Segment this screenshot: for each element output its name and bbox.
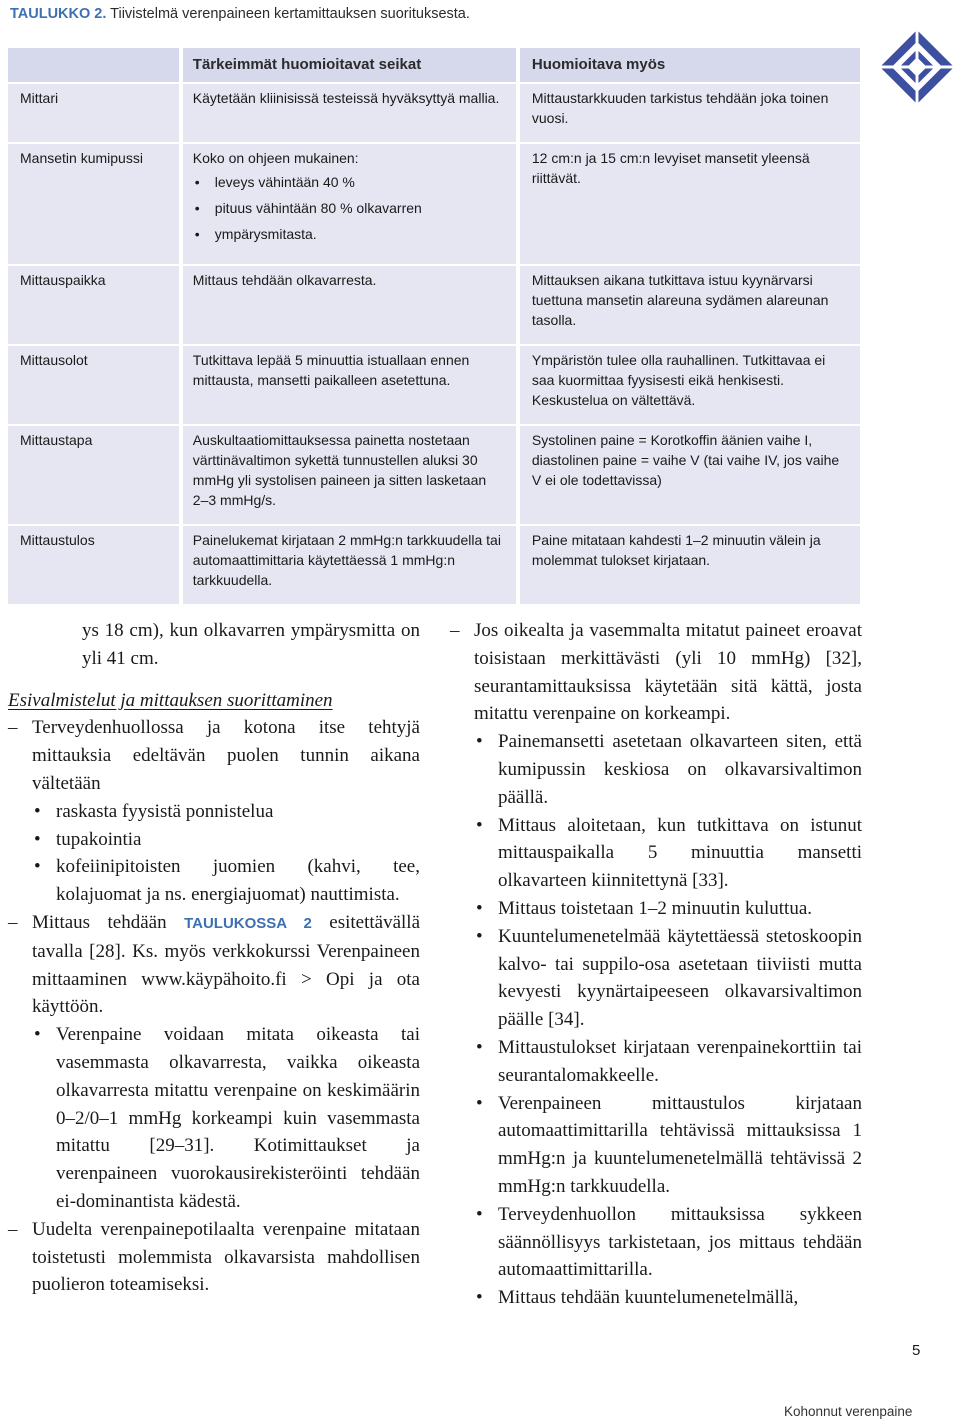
row-main: Tutkittava lepää 5 minuuttia istuallaan ennen mittausta, mansetti paikalleen asetettuna. [192, 352, 470, 388]
size-bullet-list [193, 172, 502, 244]
paragraph: ys 18 cm), kun olkavarren ympärysmitta on yli 41 cm. [82, 620, 420, 669]
bullet-item: • tupakointia [8, 826, 420, 854]
row-also: 12 cm:n ja 15 cm:n levyiset mansetit yleensä riittävät. [531, 150, 810, 186]
row-main: Käytetään kliinisissä testeissä hyväksyttyä mallia. [192, 90, 500, 106]
bullet-item: • Mittaus aloitetaan, kun tutkittava on istunut mittauspaikalla 5 minuuttia mansetti olkavarteen kiinnitettynä [33]. [450, 812, 862, 895]
row-main: Auskultaatiomittauksessa painetta nostetaan värttinävaltimon sykettä tunnustellen aluksi 30 mmHg yli systolisen paineen ja sitten lasketaan 2–3 mmHg/s. [192, 432, 487, 508]
dash-item: – Terveydenhuollossa ja kotona itse tehtyjä mittauksia edeltävän puolen tunnin aikana vältetään [8, 714, 420, 797]
table-row [8, 426, 860, 524]
table-header-row [8, 48, 860, 82]
bullet-item: • raskasta fyysistä ponnistelua [8, 798, 420, 826]
bullet-item: • Verenpaineen mittaustulos kirjataan automaattimittarilla tehtävissä mittauksissa 1 mmHg:n ja kuuntelumenetelmällä tehtävissä 2 mmHg:n tarkkuudella. [450, 1090, 862, 1201]
list-item: • leveys vähintään 40 % [193, 172, 502, 192]
page-number: 5 [912, 1342, 921, 1359]
bullet-item: • Terveydenhuollon mittauksissa sykkeen säännöllisyys tarkistetaan, jos mittaus tehdään automaattimittarilla. [450, 1201, 862, 1284]
bullet-item: • Kuuntelumenetelmää käytettäessä stetoskoopin kalvo- tai suppilo-osa asetetaan tiiviisti mutta kevyesti kyynärtaipeeseen olkavarsivaltimon päälle [34]. [450, 923, 862, 1034]
bullet-item: • Painemansetti asetetaan olkavarteen siten, että kumipussin keskiosa on olkavarsivaltimon päällä. [450, 728, 862, 811]
left-text-column [8, 617, 420, 1299]
dash-text: Mittaus tehdään [32, 911, 185, 933]
row-main-with-bullets [193, 144, 502, 264]
row-label: Mittaustapa [20, 432, 93, 448]
row-label: Mansetin kumipussi [20, 150, 143, 166]
row-also: Systolinen paine = Korotkoffin äänien vaihe I, diastolinen paine = vaihe V (tai vaihe IV, jos vaihe V ei ole todettavissa) [531, 432, 840, 488]
row-also: Mittauksen aikana tutkittava istuu kyynärvarsi tuettuna mansetin alareuna sydämen alareunan tasolla. [531, 272, 829, 328]
table-row [8, 526, 860, 604]
bullet-item: • kofeiinipitoisten juomien (kahvi, tee, kolajuomat ja ns. energiajuomat) nauttimista. [8, 853, 420, 909]
list-item: • pituus vähintään 80 % olkavarren [193, 198, 502, 218]
table-caption-text: Tiivistelmä verenpaineen kertamittauksen suorituksesta. [106, 6, 470, 22]
header-cell-also: Huomioitava myös [516, 48, 860, 82]
table-caption [10, 6, 470, 22]
bullet-item: • Mittaustulokset kirjataan verenpainekorttiin tai seurantalomakkeelle. [450, 1034, 862, 1090]
row-label: Mittausolot [20, 352, 88, 368]
diamond-logo-icon [878, 28, 956, 106]
row-label: Mittauspaikka [20, 272, 106, 288]
table-row [8, 266, 860, 344]
dash-item: – Uudelta verenpainepotilaalta verenpaine mitataan toistetusti molemmista olkavarsista mahdollisen puolieron toteamiseksi. [8, 1216, 420, 1299]
dash-item: – Jos oikealta ja vasemmalta mitatut paineet eroavat toisistaan merkittävästi (yli 10 mmHg) [32], seurantamittauksissa käytetään sitä kättä, josta mitattu verenpaine on korkeampi. [450, 617, 862, 728]
dash-text: esitettävällä tavalla [28]. Ks. myös verkkokurssi Verenpaineen mittaaminen www.käypähoito.fi > Opi ja ota käyttöön. [32, 911, 421, 1018]
header-cell-main: Tärkeimmät huomioitavat seikat [179, 48, 516, 82]
bullet-item: • Mittaus tehdään kuuntelumenetelmällä, [450, 1284, 862, 1312]
section-heading: Esivalmistelut ja mittauksen suorittaminen [8, 689, 333, 711]
bullet-item: • Verenpaine voidaan mitata oikeasta tai vasemmasta olkavarresta, vaikka oikeasta olkavarresta mitattu verenpaine on keskimäärin 0–2/0–1 mmHg korkeampi kuin vasemmasta mitattu [29–31]. Kotimittaukset ja verenpaineen vuorokausirekisteröinti tehdään ei-dominantista kädestä. [8, 1021, 420, 1216]
row-main: Mittaus tehdään olkavarresta. [192, 272, 377, 288]
row-main: Koko on ohjeen mukainen: [192, 150, 359, 166]
row-label: Mittari [20, 90, 59, 106]
dash-item [8, 909, 420, 1021]
table-row [8, 346, 860, 424]
page-footer: Kohonnut verenpaine [784, 1404, 913, 1419]
row-label: Mittaustulos [20, 532, 95, 548]
row-also: Ympäristön tulee olla rauhallinen. Tutkittavaa ei saa kuormittaa fyysisesti eikä henkisesti. Keskustelua on vältettävä. [531, 352, 826, 408]
row-also: Paine mitataan kahdesti 1–2 minuutin välein ja molemmat tulokset kirjataan. [531, 532, 821, 568]
table-row [8, 144, 860, 264]
header-cell-empty [8, 48, 179, 82]
table-caption-label: TAULUKKO 2. [10, 6, 107, 22]
table-row [8, 84, 860, 142]
bullet-item: • Mittaus toistetaan 1–2 minuutin kuluttua. [450, 895, 862, 923]
measurement-summary-table [8, 46, 860, 606]
table-reference-link[interactable]: TAULUKOSSA 2 [184, 914, 312, 932]
list-item: • ympärysmitasta. [193, 224, 502, 244]
row-main: Painelukemat kirjataan 2 mmHg:n tarkkuudella tai automaattimittaria käytettäessä 1 mmHg:n tarkkuudella. [192, 532, 501, 588]
row-also: Mittaustarkkuuden tarkistus tehdään joka toinen vuosi. [531, 90, 829, 126]
right-text-column [450, 617, 862, 1312]
